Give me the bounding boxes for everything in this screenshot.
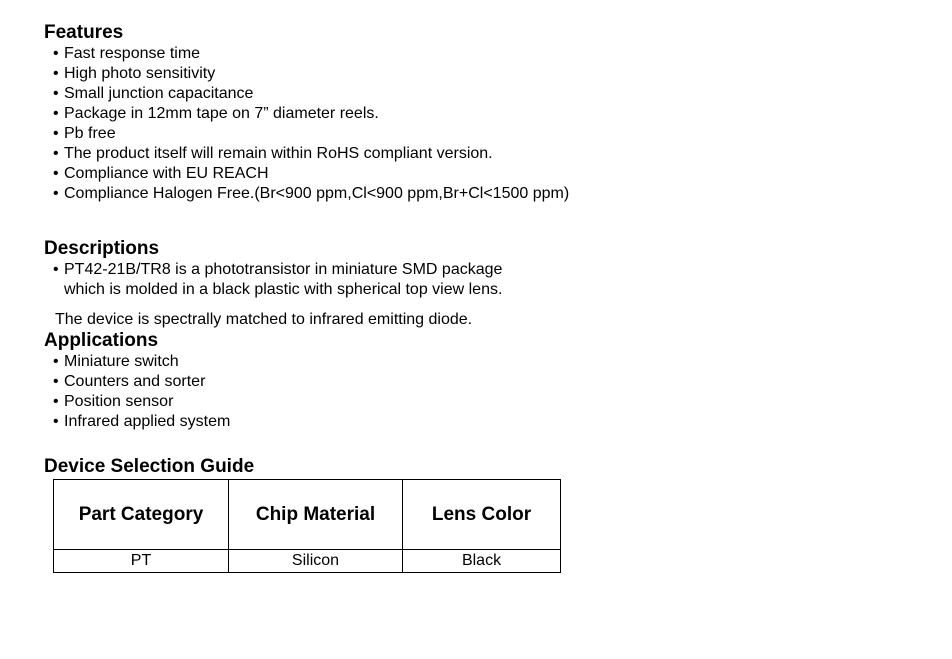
feature-item: • High photo sensitivity	[44, 64, 924, 84]
header-lens-color: Lens Color	[403, 480, 561, 550]
table-row	[54, 550, 561, 573]
device-selection-guide-heading: Device Selection Guide	[44, 456, 255, 477]
cell-part-category: PT	[54, 550, 229, 573]
application-item: • Position sensor	[44, 392, 924, 412]
feature-item: • The product itself will remain within RoHS compliant version.	[44, 144, 924, 164]
description-extra: The device is spectrally matched to infrared emitting diode.	[55, 311, 473, 328]
cell-lens-color: Black	[403, 550, 561, 573]
feature-item: • Small junction capacitance	[44, 84, 924, 104]
feature-item: • Compliance with EU REACH	[44, 164, 924, 184]
feature-item: • Pb free	[44, 124, 924, 144]
datasheet-page	[44, 22, 924, 573]
device-selection-table	[53, 479, 561, 573]
feature-item: • Package in 12mm tape on 7” diameter reels.	[44, 104, 924, 124]
features-heading: Features	[44, 22, 124, 43]
header-chip-material: Chip Material	[229, 480, 403, 550]
cell-chip-material: Silicon	[229, 550, 403, 573]
table-header-row	[54, 480, 561, 550]
features-list	[44, 44, 924, 204]
applications-heading: Applications	[44, 330, 159, 351]
feature-item: • Fast response time	[44, 44, 924, 64]
applications-list	[44, 352, 924, 432]
application-item: • Counters and sorter	[44, 372, 924, 392]
feature-item: • Compliance Halogen Free.(Br<900 ppm,Cl<900 ppm,Br+Cl<1500 ppm)	[44, 184, 924, 204]
descriptions-heading: Descriptions	[44, 238, 160, 259]
descriptions-list	[44, 260, 924, 280]
header-part-category: Part Category	[54, 480, 229, 550]
description-continuation: which is molded in a black plastic with spherical top view lens.	[64, 281, 503, 298]
description-item: • PT42-21B/TR8 is a phototransistor in miniature SMD package	[44, 260, 924, 280]
application-item: • Miniature switch	[44, 352, 924, 372]
application-item: • Infrared applied system	[44, 412, 924, 432]
